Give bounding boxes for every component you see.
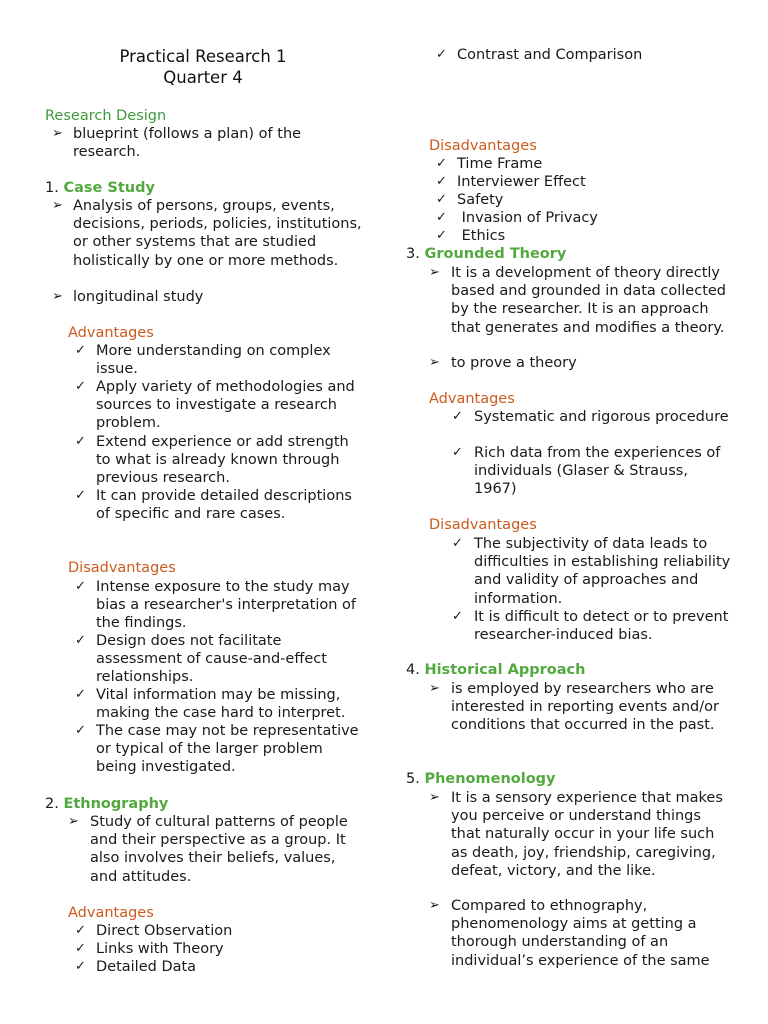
case-study-disadvantages-heading: Disadvantages <box>68 560 176 576</box>
check-bullet-icon: ✓ <box>436 228 447 243</box>
list-item: ✓ The case may not be representative or typical of the larger problem being investigated. <box>75 723 359 776</box>
section-heading-historical: 4. Historical Approach <box>406 662 586 678</box>
arrow-bullet-icon: ➢ <box>52 198 63 213</box>
ethnography-disadvantages-heading: Disadvantages <box>429 138 537 154</box>
check-bullet-icon: ✓ <box>75 434 86 449</box>
check-bullet-icon: ✓ <box>75 579 86 594</box>
list-item: ➢ It is a sensory experience that makes you perceive or understand things that naturally occur in your life such as death, joy, friendship, caregiving, defeat, victory, and the like. <box>429 790 723 879</box>
list-item: ✓ Links with Theory <box>75 941 224 957</box>
list-item: ✓ Contrast and Comparison <box>436 47 643 63</box>
check-bullet-icon: ✓ <box>436 210 447 225</box>
section-heading-grounded-theory: 3. Grounded Theory <box>406 246 567 262</box>
list-item: ➢ blueprint (follows a plan) of the research. <box>52 126 302 161</box>
list-item: ✓ Safety <box>436 192 504 208</box>
check-bullet-icon: ✓ <box>452 445 463 460</box>
list-item: ✓ Design does not facilitate assessment of cause-and-effect relationships. <box>75 633 327 686</box>
list-item: ✓ Time Frame <box>436 156 543 172</box>
list-item: ➢ longitudinal study <box>52 289 204 305</box>
list-item: ✓ Apply variety of methodologies and sources to investigate a research problem. <box>75 379 355 432</box>
check-bullet-icon: ✓ <box>75 343 86 358</box>
ethnography-advantages-heading: Advantages <box>68 905 154 921</box>
check-bullet-icon: ✓ <box>75 959 86 974</box>
check-bullet-icon: ✓ <box>436 47 447 62</box>
list-item: ✓ Detailed Data <box>75 959 197 975</box>
check-bullet-icon: ✓ <box>75 379 86 394</box>
page-title <box>0 46 406 88</box>
grounded-advantages-heading: Advantages <box>429 391 515 407</box>
check-bullet-icon: ✓ <box>452 536 463 551</box>
arrow-bullet-icon: ➢ <box>429 265 440 280</box>
list-item: ➢ Compared to ethnography, phenomenology aims at getting a thorough understanding of an individual’s experience of the same <box>429 898 710 969</box>
list-item: ✓ Vital information may be missing, making the case hard to interpret. <box>75 687 346 722</box>
arrow-bullet-icon: ➢ <box>52 289 63 304</box>
check-bullet-icon: ✓ <box>75 941 86 956</box>
section-heading-ethnography: 2. Ethnography <box>45 796 169 812</box>
case-study-advantages-heading: Advantages <box>68 325 154 341</box>
list-item: ✓ It can provide detailed descriptions of specific and rare cases. <box>75 488 352 523</box>
list-item: ✓ Ethics <box>436 228 506 244</box>
list-item: ✓ More understanding on complex issue. <box>75 343 331 378</box>
title-line-2: Quarter 4 <box>163 68 243 87</box>
list-item: ➢ Analysis of persons, groups, events, decisions, periods, policies, institutions, or other systems that are studied holistically by one or more methods. <box>52 198 362 269</box>
list-item: ➢ is employed by researchers who are interested in reporting events and/or conditions that occurred in the past. <box>429 681 719 734</box>
check-bullet-icon: ✓ <box>75 633 86 648</box>
check-bullet-icon: ✓ <box>452 409 463 424</box>
section-heading-phenomenology: 5. Phenomenology <box>406 771 556 787</box>
list-item: ✓ Systematic and rigorous procedure <box>452 409 729 425</box>
list-item: ✓ Interviewer Effect <box>436 174 586 190</box>
check-bullet-icon: ✓ <box>436 156 447 171</box>
check-bullet-icon: ✓ <box>75 923 86 938</box>
section-heading-case-study: 1. Case Study <box>45 180 155 196</box>
arrow-bullet-icon: ➢ <box>68 814 79 829</box>
research-design-heading: Research Design <box>45 108 167 124</box>
list-item: ➢ to prove a theory <box>429 355 577 371</box>
arrow-bullet-icon: ➢ <box>429 355 440 370</box>
list-item: ➢ It is a development of theory directly based and grounded in data collected by the researcher. It is an approach that generates and modifies a theory. <box>429 265 727 336</box>
list-item: ✓ The subjectivity of data leads to difficulties in establishing reliability and validity of approaches and information. <box>452 536 731 607</box>
list-item: ➢ Study of cultural patterns of people and their perspective as a group. It also involves their beliefs, values, and attitudes. <box>68 814 348 885</box>
list-item: ✓ Intense exposure to the study may bias a researcher's interpretation of the findings. <box>75 579 357 632</box>
list-item: ✓ Rich data from the experiences of individuals (Glaser & Strauss, 1967) <box>452 445 721 498</box>
check-bullet-icon: ✓ <box>75 687 86 702</box>
list-item: ✓ Direct Observation <box>75 923 233 939</box>
check-bullet-icon: ✓ <box>436 174 447 189</box>
check-bullet-icon: ✓ <box>75 723 86 738</box>
arrow-bullet-icon: ➢ <box>429 681 440 696</box>
check-bullet-icon: ✓ <box>452 609 463 624</box>
title-line-1: Practical Research 1 <box>119 47 287 66</box>
check-bullet-icon: ✓ <box>75 488 86 503</box>
arrow-bullet-icon: ➢ <box>429 898 440 913</box>
list-item: ✓ It is difficult to detect or to prevent researcher-induced bias. <box>452 609 729 644</box>
arrow-bullet-icon: ➢ <box>429 790 440 805</box>
arrow-bullet-icon: ➢ <box>52 126 63 141</box>
check-bullet-icon: ✓ <box>436 192 447 207</box>
list-item: ✓ Extend experience or add strength to what is already known through previous research. <box>75 434 349 487</box>
grounded-disadvantages-heading: Disadvantages <box>429 517 537 533</box>
list-item: ✓ Invasion of Privacy <box>436 210 598 226</box>
